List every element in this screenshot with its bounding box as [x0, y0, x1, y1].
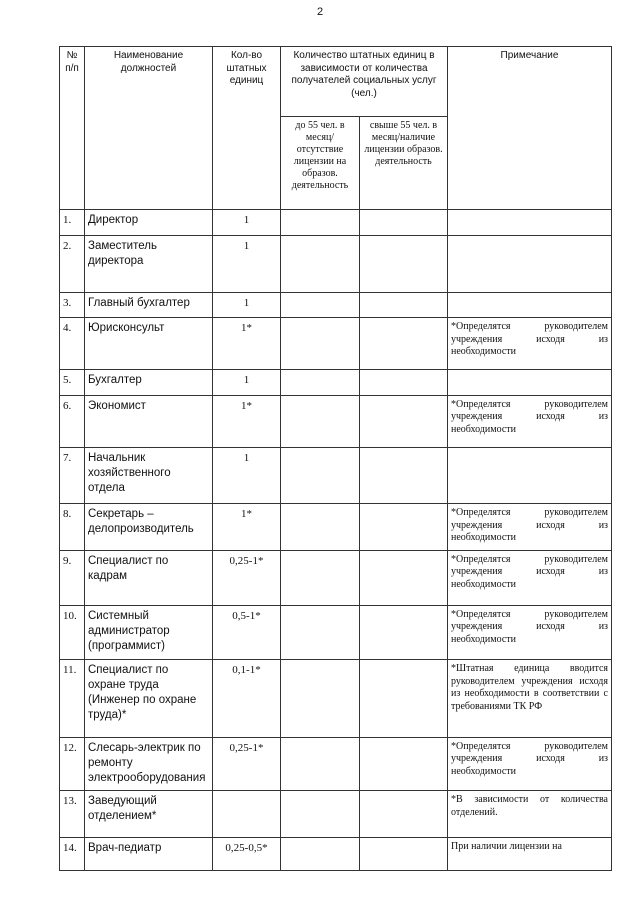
- table-row: [60, 447, 612, 504]
- table-row: [60, 504, 612, 550]
- row-note: *Определятся руководителем учреждения исходя из необходимости: [448, 605, 612, 660]
- row-note: *В зависимости от количества отделений.: [448, 791, 612, 837]
- header-position: Наименование должностей: [85, 47, 213, 210]
- row-number: 3.: [60, 292, 85, 318]
- row-note: *Определятся руководителем учреждения исходя из необходимости: [448, 737, 612, 791]
- staff-quantity: [213, 791, 281, 837]
- row-note: [448, 292, 612, 318]
- table-row: [60, 605, 612, 660]
- header-qty: Кол-во штатных единиц: [213, 47, 281, 210]
- staff-quantity: 1*: [213, 318, 281, 370]
- row-number: 4.: [60, 318, 85, 370]
- row-note: *Определятся руководителем учреждения исходя из необходимости: [448, 504, 612, 550]
- position-name: Директор: [85, 210, 213, 236]
- position-name: Экономист: [85, 395, 213, 447]
- header-over-55: свыше 55 чел. в месяц/наличие лицензии образов. деятельность: [360, 117, 448, 210]
- count-over-55: [360, 550, 448, 605]
- row-number: 1.: [60, 210, 85, 236]
- position-name: Секретарь – делопроизводитель: [85, 504, 213, 550]
- count-over-55: [360, 395, 448, 447]
- table-row: [60, 318, 612, 370]
- table-row: [60, 210, 612, 236]
- staff-quantity: 1*: [213, 395, 281, 447]
- header-num: № п/п: [60, 47, 85, 210]
- table-row: [60, 292, 612, 318]
- count-upto-55: [281, 447, 360, 504]
- position-name: Главный бухгалтер: [85, 292, 213, 318]
- count-over-55: [360, 210, 448, 236]
- count-over-55: [360, 504, 448, 550]
- position-name: Юрисконсульт: [85, 318, 213, 370]
- count-over-55: [360, 605, 448, 660]
- position-name: Слесарь-электрик по ремонту электрооборудования: [85, 737, 213, 791]
- row-number: 9.: [60, 550, 85, 605]
- table-row: [60, 791, 612, 837]
- row-note: *Определятся руководителем учреждения исходя из необходимости: [448, 395, 612, 447]
- count-upto-55: [281, 292, 360, 318]
- position-name: Врач-педиатр: [85, 837, 213, 870]
- table-row: [60, 737, 612, 791]
- position-name: Заместитель директора: [85, 235, 213, 292]
- row-note: [448, 447, 612, 504]
- row-note: [448, 235, 612, 292]
- table-row: [60, 235, 612, 292]
- staff-quantity: 0,25-0,5*: [213, 837, 281, 870]
- row-number: 12.: [60, 737, 85, 791]
- row-number: 7.: [60, 447, 85, 504]
- count-upto-55: [281, 395, 360, 447]
- count-upto-55: [281, 605, 360, 660]
- row-number: 2.: [60, 235, 85, 292]
- row-number: 13.: [60, 791, 85, 837]
- header-note: Примечание: [448, 47, 612, 210]
- count-upto-55: [281, 210, 360, 236]
- staff-quantity: 1: [213, 447, 281, 504]
- row-note: *Штатная единица вводится руководителем учреждения исходя из необходимости в соответствии с требованиями ТК РФ: [448, 660, 612, 737]
- position-name: Специалист по кадрам: [85, 550, 213, 605]
- count-upto-55: [281, 504, 360, 550]
- row-number: 8.: [60, 504, 85, 550]
- table-row: [60, 550, 612, 605]
- position-name: Системный администратор (программист): [85, 605, 213, 660]
- count-upto-55: [281, 660, 360, 737]
- count-upto-55: [281, 318, 360, 370]
- count-over-55: [360, 370, 448, 396]
- count-upto-55: [281, 550, 360, 605]
- page-number: 2: [316, 6, 324, 18]
- row-number: 14.: [60, 837, 85, 870]
- position-name: Специалист по охране труда (Инженер по охране труда)*: [85, 660, 213, 737]
- staff-quantity: 0,1-1*: [213, 660, 281, 737]
- row-note: [448, 210, 612, 236]
- row-note: *Определятся руководителем учреждения исходя из необходимости: [448, 318, 612, 370]
- count-over-55: [360, 660, 448, 737]
- staff-quantity: 0,5-1*: [213, 605, 281, 660]
- table-row: [60, 370, 612, 396]
- count-upto-55: [281, 370, 360, 396]
- staff-quantity: 1: [213, 292, 281, 318]
- count-upto-55: [281, 837, 360, 870]
- count-upto-55: [281, 737, 360, 791]
- row-note: [448, 370, 612, 396]
- staff-quantity: 1: [213, 370, 281, 396]
- count-upto-55: [281, 791, 360, 837]
- table-row: [60, 395, 612, 447]
- row-number: 10.: [60, 605, 85, 660]
- count-over-55: [360, 447, 448, 504]
- row-number: 11.: [60, 660, 85, 737]
- row-note: При наличии лицензии на: [448, 837, 612, 870]
- count-over-55: [360, 318, 448, 370]
- staff-quantity: 0,25-1*: [213, 737, 281, 791]
- table-row: [60, 660, 612, 737]
- position-name: Бухгалтер: [85, 370, 213, 396]
- header-upto-55: до 55 чел. в месяц/отсутствие лицензии на образов. деятельность: [281, 117, 360, 210]
- count-upto-55: [281, 235, 360, 292]
- row-number: 6.: [60, 395, 85, 447]
- count-over-55: [360, 235, 448, 292]
- table-row: [60, 837, 612, 870]
- staff-quantity: 0,25-1*: [213, 550, 281, 605]
- count-over-55: [360, 737, 448, 791]
- row-number: 5.: [60, 370, 85, 396]
- count-over-55: [360, 791, 448, 837]
- staffing-table: [59, 46, 612, 871]
- header-dependency: Количество штатных единиц в зависимости от количества получателей социальных услуг (чел.): [281, 47, 448, 117]
- staff-quantity: 1: [213, 235, 281, 292]
- position-name: Начальник хозяйственного отдела: [85, 447, 213, 504]
- count-over-55: [360, 292, 448, 318]
- staff-quantity: 1: [213, 210, 281, 236]
- staff-quantity: 1*: [213, 504, 281, 550]
- count-over-55: [360, 837, 448, 870]
- row-note: *Определятся руководителем учреждения исходя из необходимости: [448, 550, 612, 605]
- position-name: Заведующий отделением*: [85, 791, 213, 837]
